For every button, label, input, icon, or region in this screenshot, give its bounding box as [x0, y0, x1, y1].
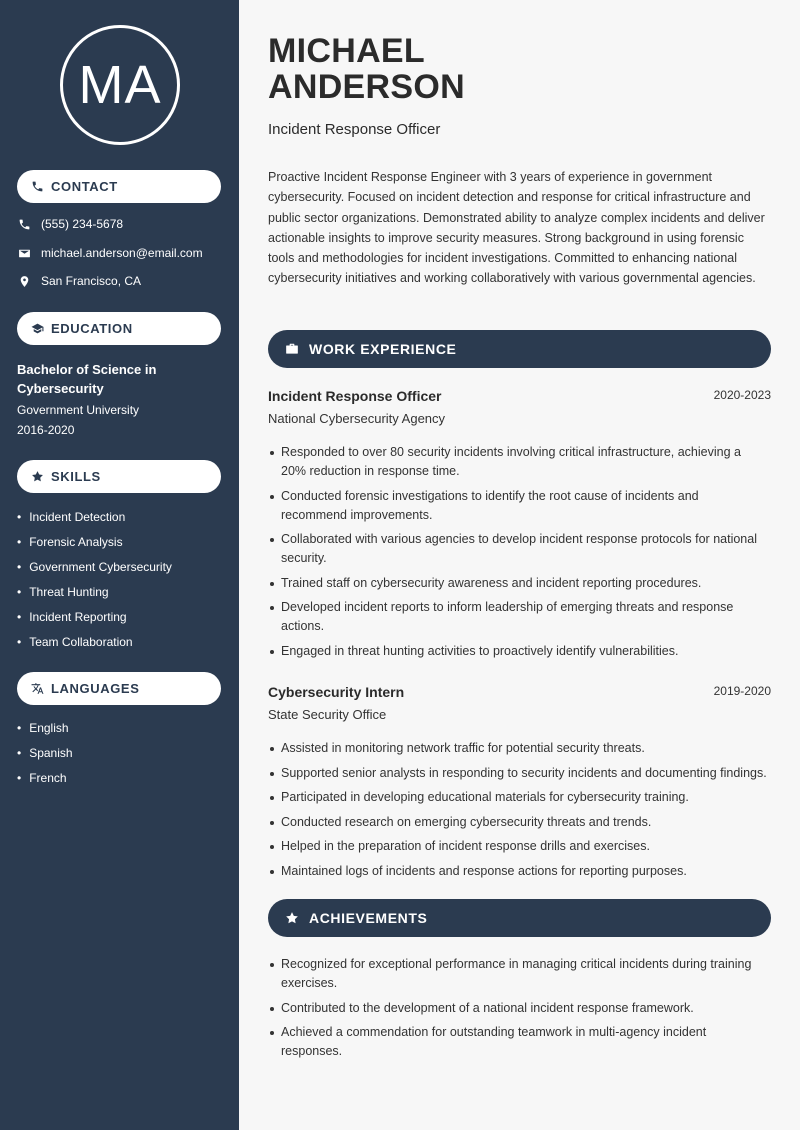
envelope-icon — [17, 246, 31, 260]
job-organization: National Cybersecurity Agency — [268, 411, 446, 426]
languages-list — [17, 720, 73, 795]
job-bullet: Responded to over 80 security incidents involving critical infrastructure, achieving a 20% reduction in response time. — [268, 443, 768, 481]
language-item: • English — [17, 720, 73, 745]
job-bullet: Participated in developing educational materials for cybersecurity training. — [268, 788, 768, 807]
star-icon — [30, 470, 44, 484]
languages-heading — [17, 672, 221, 705]
achievements-list — [268, 955, 768, 1067]
phone-text: (555) 234-5678 — [41, 217, 124, 231]
contact-email — [17, 246, 203, 260]
job-bullet: Helped in the preparation of incident response drills and exercises. — [268, 837, 768, 856]
skill-item: • Incident Detection — [17, 509, 172, 534]
languages-heading-label: LANGUAGES — [51, 681, 140, 696]
sidebar — [0, 0, 239, 1130]
profile-summary: Proactive Incident Response Engineer with 3 years of experience in government cybersecurity. Focused on incident detection and response for critical infrastructure and public sector organizations. Demonstrated ability to analyze complex incidents and deliver actionable insights to improve security measures. Strong background in using forensic tools and methodologies for incident investigations. Committed to enhancing national cybersecurity initiatives and working collaboratively with various governmental agencies. — [268, 170, 765, 286]
email-text: michael.anderson@email.com — [41, 246, 203, 260]
job-bullet: Assisted in monitoring network traffic for potential security threats. — [268, 739, 768, 758]
job-bullets — [268, 443, 768, 666]
achievements-heading-label: ACHIEVEMENTS — [309, 910, 428, 926]
job-bullet: Collaborated with various agencies to develop incident response protocols for national security. — [268, 530, 768, 568]
job-bullet: Conducted forensic investigations to identify the root cause of incidents and recommend improvements. — [268, 487, 768, 525]
achievement-item: Contributed to the development of a national incident response framework. — [268, 999, 768, 1018]
job-title: Incident Response Officer — [268, 388, 442, 404]
phone-icon — [30, 180, 44, 194]
language-item: • French — [17, 770, 73, 795]
job-bullet: Engaged in threat hunting activities to proactively identify vulnerabilities. — [268, 642, 768, 661]
contact-phone — [17, 217, 123, 231]
skill-item: • Government Cybersecurity — [17, 559, 172, 584]
job-dates: 2020-2023 — [713, 388, 771, 402]
first-name: MICHAEL — [268, 32, 425, 70]
contact-location — [17, 274, 141, 288]
work-experience-heading-label: WORK EXPERIENCE — [309, 341, 457, 357]
job-bullet: Trained staff on cybersecurity awareness and incident reporting procedures. — [268, 574, 768, 593]
skill-item: • Threat Hunting — [17, 584, 172, 609]
job-bullet: Developed incident reports to inform leadership of emerging threats and response actions. — [268, 598, 768, 636]
phone-icon — [17, 217, 31, 231]
skills-heading-label: SKILLS — [51, 469, 101, 484]
map-pin-icon — [17, 274, 31, 288]
education-years: 2016-2020 — [17, 423, 75, 437]
job-bullets — [268, 739, 768, 886]
education-school: Government University — [17, 403, 140, 417]
job-bullet: Conducted research on emerging cybersecurity threats and trends. — [268, 813, 768, 832]
achievement-item: Achieved a commendation for outstanding teamwork in multi-agency incident responses. — [268, 1023, 768, 1061]
last-name: ANDERSON — [268, 68, 465, 106]
contact-heading-label: CONTACT — [51, 179, 118, 194]
skill-item: • Team Collaboration — [17, 634, 172, 659]
star-icon — [284, 911, 299, 926]
job-dates: 2019-2020 — [713, 684, 771, 698]
job-organization: State Security Office — [268, 707, 387, 722]
location-text: San Francisco, CA — [41, 274, 142, 288]
candidate-role: Incident Response Officer — [268, 121, 441, 138]
translate-icon — [30, 682, 44, 696]
education-heading-label: EDUCATION — [51, 321, 133, 336]
graduation-cap-icon — [30, 322, 44, 336]
achievement-item: Recognized for exceptional performance in managing critical incidents during training exercises. — [268, 955, 768, 993]
work-experience-heading — [268, 330, 771, 368]
education-degree: Bachelor of Science in Cybersecurity — [17, 362, 157, 396]
monogram-avatar: MA — [60, 25, 180, 145]
skill-item: • Incident Reporting — [17, 609, 172, 634]
skills-heading — [17, 460, 221, 493]
job-bullet: Maintained logs of incidents and response actions for reporting purposes. — [268, 862, 768, 881]
education-heading — [17, 312, 221, 345]
skill-item: • Forensic Analysis — [17, 534, 172, 559]
candidate-name — [268, 33, 465, 105]
job-bullet: Supported senior analysts in responding to security incidents and documenting findings. — [268, 764, 768, 783]
contact-heading — [17, 170, 221, 203]
job-title: Cybersecurity Intern — [268, 684, 405, 700]
language-item: • Spanish — [17, 745, 73, 770]
briefcase-icon — [284, 342, 299, 357]
achievements-heading — [268, 899, 771, 937]
skills-list — [17, 509, 172, 659]
